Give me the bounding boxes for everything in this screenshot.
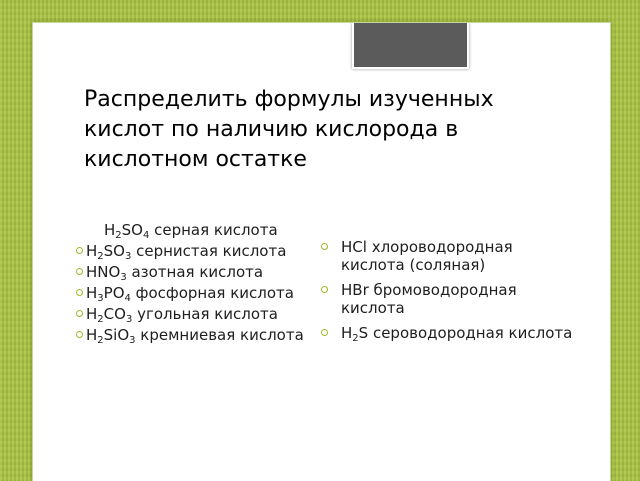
oxygenless-acids-list — [331, 238, 573, 349]
circle-bullet-icon — [76, 247, 83, 254]
circle-bullet-icon — [321, 243, 328, 250]
decorative-box — [352, 23, 469, 69]
list-item: $H_2SO_4$ серная кислота — [104, 221, 278, 241]
list-item: $H_2S$ сероводородная кислота — [341, 324, 573, 342]
circle-bullet-icon — [76, 268, 83, 275]
list-item: $H_3PO_4$ фосфорная кислота — [86, 284, 308, 302]
list-item: $H_2SiO_3$ кремниевая кислота — [86, 326, 308, 344]
list-item: $H_2CO_3$ угольная кислота — [86, 305, 308, 323]
circle-bullet-icon — [321, 329, 328, 336]
slide-title: Распределить формулы изученных кислот по наличию кислорода в кислотном остатке — [84, 87, 494, 172]
circle-bullet-icon — [76, 310, 83, 317]
circle-bullet-icon — [76, 289, 83, 296]
list-item: HBr бромоводородная кислота — [341, 281, 573, 317]
circle-bullet-icon — [76, 331, 83, 338]
slide — [32, 22, 611, 481]
list-item: $HNO_3$ азотная кислота — [86, 263, 308, 281]
oxygen-acids-list — [86, 221, 308, 347]
circle-bullet-icon — [321, 286, 328, 293]
list-item: HCl хлороводородная кислота (соляная) — [341, 238, 573, 274]
list-item: $H_2SO_3$ сернистая кислота — [86, 242, 308, 260]
